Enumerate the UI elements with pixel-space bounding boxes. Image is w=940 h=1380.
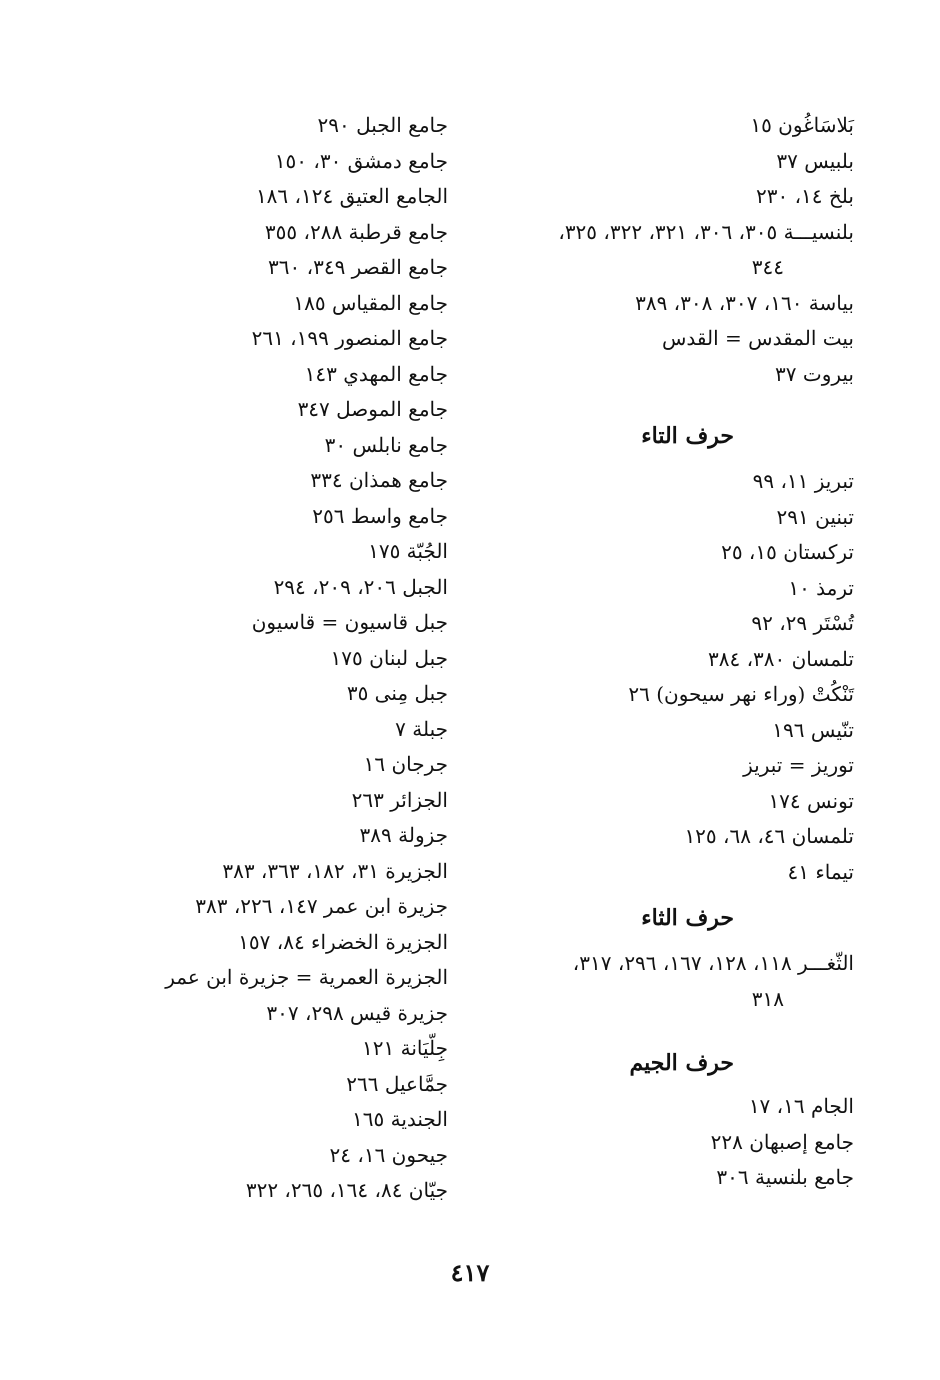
index-entry: الجامع العتيق ١٢٤، ١٨٦ — [255, 184, 448, 208]
index-entry: تبريز ١١، ٩٩ — [752, 469, 854, 493]
index-entry: جامع المقياس ١٨٥ — [293, 290, 448, 315]
index-entry: بَلاسَاغُون ١٥ — [750, 113, 854, 137]
index-entry: الجزيرة العمرية = جزيرة ابن عمر — [165, 965, 448, 989]
index-entry: تيماء ٤١ — [787, 859, 854, 884]
index-entry: جزيرة قيس ٢٩٨، ٣٠٧ — [266, 1000, 448, 1025]
index-entry: تنّيس ١٩٦ — [772, 717, 854, 742]
right-column — [494, 108, 854, 1196]
index-entry: تركستان ١٥، ٢٥ — [721, 540, 854, 564]
index-entry: جامع واسط ٢٥٦ — [312, 503, 448, 528]
index-entry: جزيرة ابن عمر ١٤٧، ٢٢٦، ٣٨٣ — [195, 894, 448, 918]
section-heading-jeem: حرف الجيم — [629, 1050, 734, 1076]
index-entry: جامع همذان ٣٣٤ — [310, 468, 448, 492]
index-entry: جبل مِنى ٣٥ — [346, 681, 448, 705]
index-entry: بياسة ١٦٠، ٣٠٧، ٣٠٨، ٣٨٩ — [635, 290, 854, 315]
index-entry: جيحون ١٦، ٢٤ — [329, 1142, 448, 1167]
index-entry: جبل لبنان ١٧٥ — [330, 645, 448, 670]
left-column — [118, 108, 448, 1209]
index-entry: تلمسان ٣٨٠، ٣٨٤ — [707, 646, 854, 671]
section-heading-thaa: حرف الثاء — [641, 905, 734, 931]
index-entry: جيّان ٨٤، ١٦٤، ٢٦٥، ٣٢٢ — [245, 1178, 448, 1202]
index-entry: جامع المنصور ١٩٩، ٢٦١ — [251, 326, 448, 350]
index-entry: الجام ١٦، ١٧ — [748, 1094, 854, 1118]
index-entry: جامع نابلس ٣٠ — [324, 432, 448, 457]
index-entry: ترمذ ١٠ — [788, 575, 854, 600]
index-entry: جامع الجبل ٢٩٠ — [317, 113, 448, 137]
index-entry: جامع الموصل ٣٤٧ — [297, 397, 448, 421]
index-entry: بلنسيـــة ٣٠٥، ٣٠٦، ٣٢١، ٣٢٢، ٣٢٥، — [558, 219, 854, 244]
index-entry: جامع بلنسية ٣٠٦ — [716, 1165, 854, 1189]
index-entry: تلمسان ٤٦، ٦٨، ١٢٥ — [684, 824, 854, 848]
index-entry: جامع دمشق ٣٠، ١٥٠ — [274, 148, 448, 173]
index-entry: تونس ١٧٤ — [768, 788, 854, 813]
index-entry: الجزيرة ٣١، ١٨٢، ٣٦٣، ٣٨٣ — [222, 858, 448, 883]
section-heading-taa: حرف التاء — [641, 423, 734, 449]
index-entry: الجزائر ٢٦٣ — [351, 787, 448, 812]
index-entry: بلبيس ٣٧ — [776, 148, 854, 173]
index-entry: جرجان ١٦ — [363, 752, 448, 776]
index-entry: تَنْكُتْ (وراء نهر سيحون) ٢٦ — [628, 682, 854, 706]
index-entry: الجُبّة ١٧٥ — [368, 539, 448, 563]
index-entry-continuation: ٣١٨ — [751, 986, 784, 1011]
index-entry: الجبل ٢٠٦، ٢٠٩، ٢٩٤ — [273, 574, 448, 599]
index-entry: جبل قاسيون = قاسيون — [251, 610, 448, 634]
index-entry: جامع قرطبة ٢٨٨، ٣٥٥ — [264, 219, 448, 244]
index-entry: توريز = تبريز — [743, 753, 854, 777]
index-entry: جامع إصبهان ٢٢٨ — [710, 1129, 854, 1154]
index-entry: الجندية ١٦٥ — [352, 1107, 448, 1131]
index-entry: جامع المهدي ١٤٣ — [304, 361, 448, 386]
index-entry: بلخ ١٤، ٢٣٠ — [756, 184, 854, 208]
index-entry-continuation: ٣٤٤ — [751, 255, 784, 279]
page-number: ٤١٧ — [450, 1258, 490, 1287]
index-entry: بيروت ٣٧ — [775, 361, 854, 386]
index-entry: تبنين ٢٩١ — [776, 504, 854, 529]
index-entry: جبلة ٧ — [395, 716, 448, 741]
index-entry: جزولة ٣٨٩ — [359, 823, 448, 847]
index-entry: الجزيرة الخضراء ٨٤، ١٥٧ — [238, 929, 448, 954]
index-entry: جمَّاعيل ٢٦٦ — [346, 1071, 448, 1096]
index-entry: تُسْتَر ٢٩، ٩٢ — [751, 611, 854, 635]
index-entry: جِلّيَانة ١٢١ — [362, 1036, 448, 1060]
index-entry: الثّغـــر ١١٨، ١٢٨، ١٦٧، ٢٩٦، ٣١٧، — [572, 951, 854, 975]
index-entry: جامع القصر ٣٤٩، ٣٦٠ — [268, 255, 448, 279]
index-entry: بيت المقدس = القدس — [662, 326, 854, 350]
